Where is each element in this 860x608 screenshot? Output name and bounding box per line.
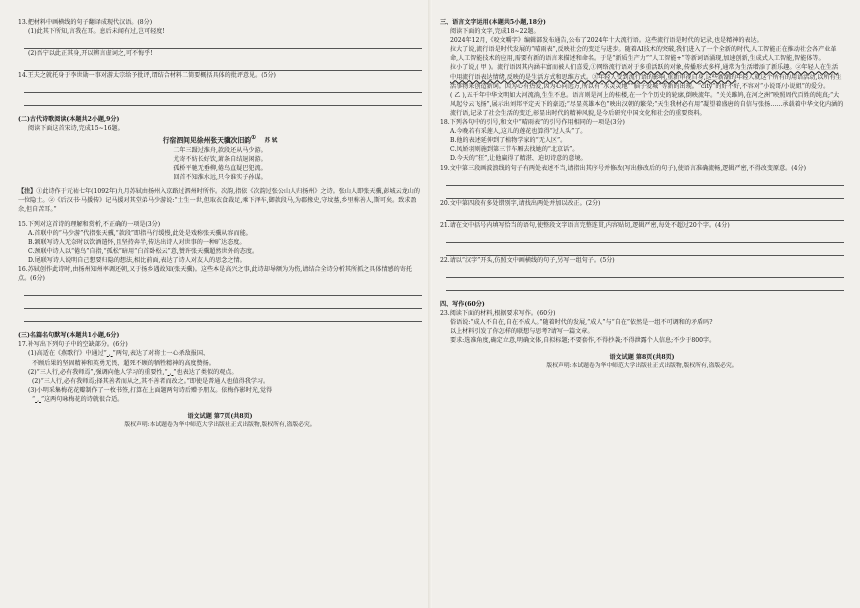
answer-line[interactable] bbox=[446, 211, 844, 221]
answer-line[interactable] bbox=[446, 176, 844, 186]
q15-stem: 15.下列对这首诗的理解和赏析,不正确的一项是(3分) bbox=[18, 220, 161, 228]
q17-text: ”这两句咏梅花的诗就很合适。 bbox=[40, 395, 124, 403]
copyright-notice: 版权声明:本试题卷为华中师范大学出版社正式出版物,版权所有,盗版必究。 bbox=[546, 363, 738, 370]
annotation-text: ①此诗作于元祐七年(1092年)九月苏轼由扬州入京路过泗州时所作。次韵,指依《次韵过张公山人归扬州》之诗。张山人即张天骥,彭城云龙山的一位隐士。②《后汉书·马援传》记马援对其堂弟马少游说:“士生一世,但取衣食裁足,乘下泽车,御款段马,为郡掾史,守坟墓,乡里称善人,斯可矣。致求盈余,但自苦耳。” bbox=[18, 188, 420, 214]
q17-text: (1)高适在《燕歌行》中通过“ bbox=[28, 350, 107, 358]
page-gutter bbox=[428, 0, 432, 608]
passage-paragraph-2: 拉大了说,流行语是时代发展的“晴雨表”,反映社会的变迁与进步。随着AI技术的突破,我们进入了一个全新的时代,人工智能正在推动社会各产业革命,人工智能技术的应用,需要有新的语言来描述和命名。于是“新质生产力”“人工智能+”等新词语涌现,加速创新,生成式人工智能,智能体等。 bbox=[450, 46, 837, 63]
answer-line[interactable] bbox=[446, 281, 844, 291]
q21-stem: 21.请在文中括号内填写恰当的语句,使整段文字语言完整连贯,内容贴切,逻辑严密,每处不超过20个字。(4分) bbox=[440, 221, 730, 229]
q17-text: ”两句,表达了对将士一心杀敌报国、 bbox=[112, 350, 210, 358]
q13-sentence-2: (2)吾宁以此正其身,开以辨言虚词之,可不悔乎! bbox=[28, 50, 153, 58]
passage-text: 年轻人就这个所有的用语活动,以所有生活事物来创造新词。因为心有热爱,因为心向远方,所以有“水灵灵地”“脑子爱城”等新的出现。“city”的好不好,不容对“小说哥/小说姐”的爱分。 bbox=[450, 73, 842, 90]
poem-author: 苏 轼 bbox=[264, 137, 278, 144]
q17-text: “ bbox=[32, 395, 36, 403]
q23-stem: 23.阅读下面的材料,根据要求写作。(60分) bbox=[440, 309, 556, 317]
q17-item-3: (3)小明采集梅花花瓣制作了一枚书签,打算在上面题两句诗后赠予朋友。依梅作影时光,觉得 bbox=[28, 386, 273, 394]
q18-option-c[interactable]: C.凤娇羽则施到第三节车厢去找她的“北京话”。 bbox=[450, 146, 579, 154]
passage-paragraph-1: 2024年12月,《咬文嚼字》编辑部发布通告,公布了2024年十大流行语。这些流行语是时代的记录,也是精神的表达。 bbox=[450, 37, 763, 45]
q23-material: 俗语说:“成人不自在,自在不成人。”随着时代的发展,“成人”与“自在”依然是一组不可调和的矛盾吗? bbox=[450, 319, 713, 327]
section-poetry-title: (二)古代诗歌阅读(本题共2小题,9分) bbox=[18, 116, 120, 124]
q23-prompt: 以上材料引发了你怎样的联想与思考?请写一篇文章。 bbox=[450, 328, 594, 336]
q18-option-d[interactable]: D.今天的“狂”,让他赢得了精湛、迫切诗意的意境。 bbox=[450, 155, 587, 163]
passage-paragraph-4: ( 乙 ),五千年中华文明如大河流淌,生生不息。语言则是河上的桂楼,在一个个历史的轮廓,倒映流年。“关关雎鸠,在河之洲”映照周代百姓的纯真;“大风起兮云飞扬”,展示出刘邦平定天下的豪迈;“尽显英雄本色”映出汉朝的繁荣;“天生我材必有用”凝望着盛唐的自信与张扬……承载着中华文化内涵的流行语,记录了社会生活的变迁,彰显出时代的精神风貌,是今后研究中国文化和社会的重要资料。 bbox=[450, 91, 844, 117]
blank[interactable] bbox=[35, 396, 37, 403]
blank[interactable] bbox=[168, 369, 170, 376]
section-language-title: 三、语言文字运用(本题共5小题,18分) bbox=[440, 19, 546, 26]
poem-line: 回首不知淮水远,只今谁实子孙谋。 bbox=[173, 174, 267, 182]
answer-line[interactable] bbox=[24, 39, 422, 49]
q23-requirements: 要求:选准角度,确定立意,明确文体,自拟标题;不要套作,不得抄袭;不得泄露个人信息;不少于800字。 bbox=[450, 337, 716, 345]
q18-option-a[interactable]: A.今晚若有采莲人,这儿的莲花也算得“过人头”了。 bbox=[450, 128, 587, 136]
q13-sentence-1: (1)此其下所知,言我在耳。息后未闻有过,岂可轻度! bbox=[28, 28, 165, 36]
annotation-label: 【注】 bbox=[18, 188, 37, 196]
answer-line[interactable] bbox=[24, 286, 422, 296]
answer-line[interactable] bbox=[24, 96, 422, 106]
poem-title-row bbox=[18, 134, 422, 146]
poem-annotation bbox=[18, 187, 422, 214]
poem-line: 尤寄不妨长好饮,萧条自结退闲游。 bbox=[173, 156, 267, 164]
passage-text: 拉小了说,( 甲 )。流行语因其内涵丰富而被人们喜爱,① bbox=[450, 64, 597, 72]
section-poetry-intro: 阅读下面这首宋诗,完成15~16题。 bbox=[28, 125, 124, 133]
answer-line[interactable] bbox=[446, 246, 844, 256]
passage-paragraph-3 bbox=[440, 63, 844, 90]
right-page bbox=[440, 18, 844, 598]
q18-stem: 18.下列各句中的引号,和文中“晴雨表”的引号作用相同的一项是(3分) bbox=[440, 119, 625, 127]
q14-stem: 14.王夫之就托身于李世勋一事对游太宗给予批评,谓结合材料二简要概括具体的批评意见。(5分) bbox=[18, 72, 276, 80]
section-language-intro: 阅读下面的文字,完成18~22题。 bbox=[450, 28, 540, 36]
q20-stem: 20.文中第四段有多处错别字,请找出两处并加以改正。(2分) bbox=[440, 199, 601, 207]
answer-line[interactable] bbox=[24, 299, 422, 309]
q15-option-a[interactable]: A.首联中的“马少游”代指张天骥,“款段”即指马行缓慢,此处是戏称张天骥从容而能。 bbox=[28, 229, 252, 237]
wavy-underlined-text: 网络流行语对于多重活跃的对象,传播形式多样,通常为生活增添了新乐趣。②年轻人在生活中用流行语表达情绪,反映的是生活方式和思维方式。③年轻人受到流行语的影响,重新审视自身,这些新潮的 bbox=[450, 64, 839, 81]
poem-title: 行宿泗间见徐州张天骥次旧韵 bbox=[162, 135, 252, 144]
q15-option-b[interactable]: B.颔联写诗人无奈时以饮酒遣怀,且坚持奔半,传达出诗人对世事的一种旷达态度。 bbox=[28, 238, 246, 246]
q17-stem: 17.补写出下列句子中的空缺部分。(6分) bbox=[18, 341, 128, 349]
answer-line[interactable] bbox=[446, 233, 844, 243]
section-recitation-title: (三)名篇名句默写(本题共1小题,6分) bbox=[18, 332, 120, 340]
q17-text: ”也表达了类似的观点。 bbox=[173, 368, 238, 376]
answer-line[interactable] bbox=[24, 61, 422, 71]
poem-note-mark: ① bbox=[251, 134, 257, 141]
q17-item-2: (2)“三人行,必有我师焉”,强调向他人学习的重要性,“ , ”也表达了类似的观点。 bbox=[28, 368, 238, 376]
answer-line[interactable] bbox=[24, 312, 422, 322]
blank[interactable] bbox=[107, 350, 109, 357]
q13-stem: 13.把材料中画横线的句子翻译成现代汉语。(8分) bbox=[18, 19, 153, 26]
q15-option-d[interactable]: D.尾联写诗人说明自己想要归隐的想法,相比前面,表达了诗人对友人的思念之情。 bbox=[28, 256, 246, 264]
q17-item-1: (1)高适在《燕歌行》中通过“ , ”两句,表达了对将士一心杀敌报国、 bbox=[28, 350, 210, 358]
q16-stem: 16.苏轼创作此诗时,由扬州知州率调还朝,又于扬乡遇故知(张天骥)。这些本是高兴之事,此诗却导额为为伤,请结合全诗分析其所抓之具体情感的寄托点。(6分) bbox=[18, 266, 412, 283]
page-footer: 语文试题 第7页(共8页) bbox=[187, 412, 253, 420]
poem-line: 孤桥平驰无垂柳,倦鸟直疑巴犯流。 bbox=[173, 165, 267, 173]
q15-option-c[interactable]: C.颈联中诗人以“倦鸟”自指,“孤松”暗用“白首卧松云”意,赞许张天骥超然世外的态度。 bbox=[28, 247, 259, 255]
answer-line[interactable] bbox=[446, 268, 844, 278]
answer-line[interactable] bbox=[446, 189, 844, 199]
q17-item-2-cont: (2)“三人行,必有我师焉;择其善者而从之,其不善者而改之。”即使是普通人也值得我学习。 bbox=[32, 377, 270, 385]
answer-line[interactable] bbox=[24, 83, 422, 93]
q17-text: (2)“三人行,必有我师焉”,强调向他人学习的重要性,“ bbox=[28, 368, 168, 376]
q17-item-1-cont: 不顾后果的坚固精神和英勇无畏、超死不顾的牺牲精神的高度赞扬。 bbox=[32, 359, 215, 367]
q19-stem: 19.文中第三段画波浪线的句子有两处表述不当,请指出其序号并修改(写出修改后的句子),使语言准确流畅,逻辑严密,不得改变原意。(4分) bbox=[440, 164, 806, 172]
section-writing-title: 四、写作(60分) bbox=[440, 300, 485, 308]
q18-option-b[interactable]: B.他的表述延伸到了植物学家的“无人区”。 bbox=[450, 137, 567, 145]
poem-line: 二年三蹑过淮舟,款段还从马少游。 bbox=[173, 146, 267, 154]
copyright-notice: 版权声明:本试题卷为华中师范大学出版社正式出版物,版权所有,盗版必究。 bbox=[124, 422, 316, 429]
q22-stem: 22.请以“汉字”开头,仿照文中画横线的句子,另写一组句子。(5分) bbox=[440, 256, 615, 264]
left-page bbox=[18, 18, 422, 598]
page-footer: 语文试题 第8页(共8页) bbox=[609, 354, 675, 362]
q17-item-3-cont: “ , ”这两句咏梅花的诗就很合适。 bbox=[32, 395, 124, 403]
